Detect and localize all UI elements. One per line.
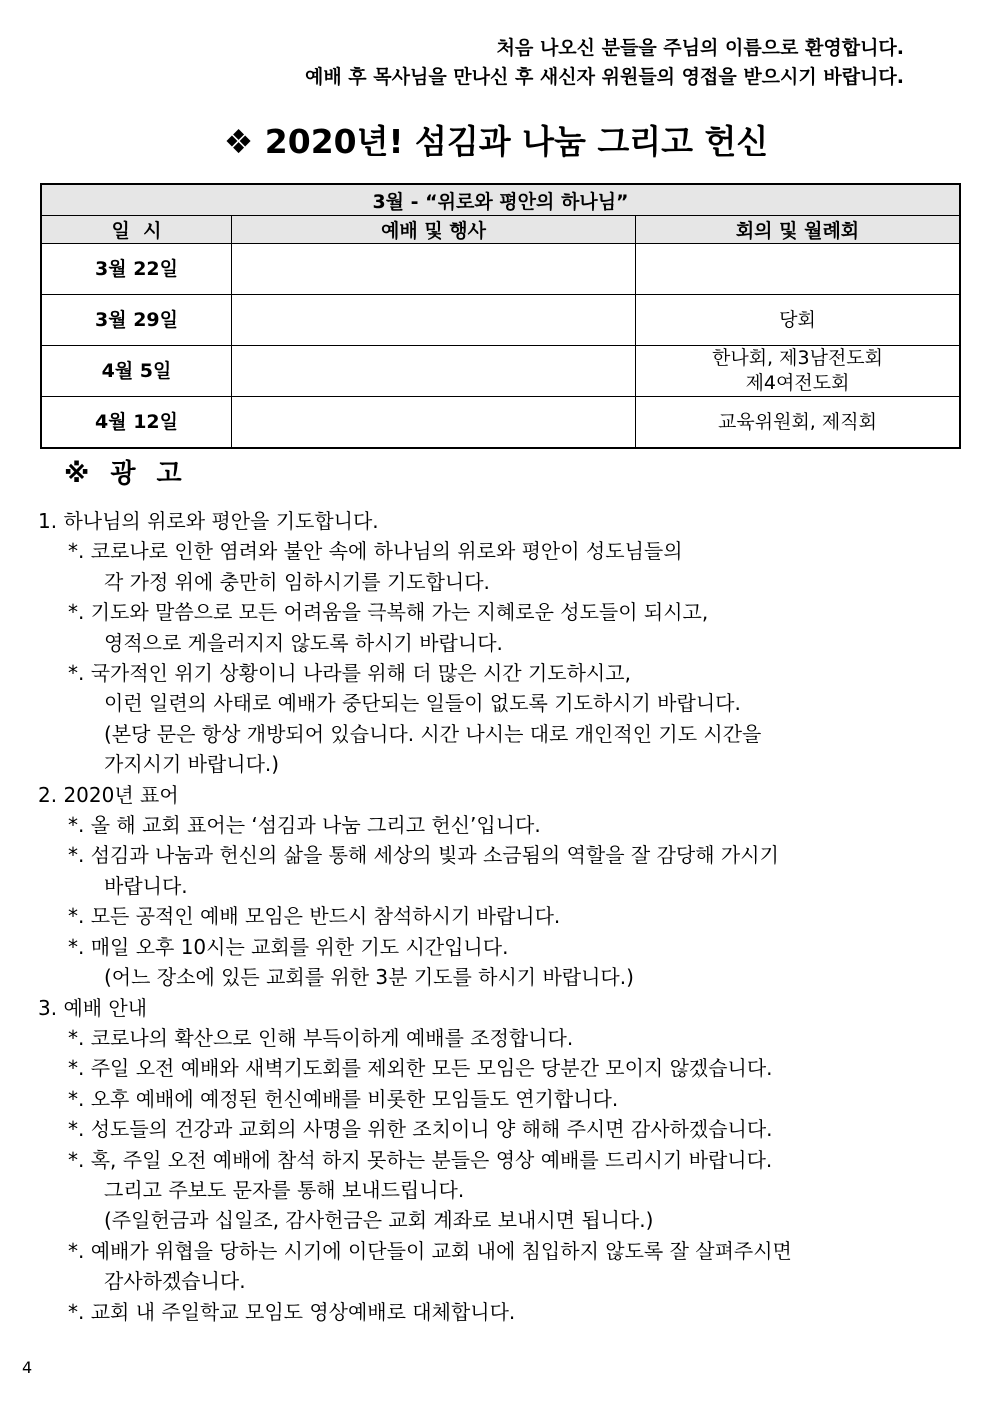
announcement-item: *. 기도와 말씀으로 모든 어려움을 극복해 가는 지혜로운 성도들이 되시고, 영적으로 게을러지지 않도록 하시기 바랍니다. — [68, 600, 709, 655]
announcement-item: *. 코로나로 인한 염려와 불안 속에 하나님의 위로와 평안이 성도님들의 각 가정 위에 충만히 임하시기를 기도합니다. — [68, 539, 683, 594]
announcement-note: (주일헌금과 십일조, 감사헌금은 교회 계좌로 보내시면 됩니다.) — [104, 1208, 654, 1233]
announcement-section-1 — [38, 506, 938, 780]
schedule-table — [40, 183, 961, 449]
schedule-service — [232, 346, 636, 397]
section-title: 3. 예배 안내 — [38, 995, 148, 1020]
schedule-meeting: 교육위원회, 제직회 — [636, 397, 961, 449]
page-title: ❖ 2020년! 섬김과 나눔 그리고 헌신 — [223, 122, 769, 161]
schedule-month-title: 3월 - “위로와 평안의 하나님” — [41, 184, 960, 216]
schedule-row — [41, 295, 960, 346]
announcement-item: *. 교회 내 주일학교 모임도 영상예배로 대체합니다. — [68, 1299, 516, 1324]
schedule-row — [41, 346, 960, 397]
schedule-row — [41, 397, 960, 449]
schedule-service — [232, 244, 636, 295]
schedule-header-row — [41, 216, 960, 244]
schedule-service — [232, 397, 636, 449]
announcement-item: *. 성도들의 건강과 교회의 사명을 위한 조치이니 양 해해 주시면 감사하겠습니다. — [68, 1117, 773, 1142]
announcements-body — [38, 506, 938, 1327]
section-title: 2. 2020년 표어 — [38, 782, 179, 807]
announcement-section-3 — [38, 993, 938, 1327]
welcome-message — [0, 34, 904, 92]
announcement-item: *. 코로나의 확산으로 인해 부득이하게 예배를 조정합니다. — [68, 1025, 574, 1050]
announcement-item: *. 혹, 주일 오전 예배에 참석 하지 못하는 분들은 영상 예배를 드리시기 바랍니다. 그리고 주보도 문자를 통해 보내드립니다. — [68, 1147, 773, 1202]
welcome-line-1: 처음 나오신 분들을 주님의 이름으로 환영합니다. — [496, 37, 904, 59]
header-service: 예배 및 행사 — [232, 216, 636, 244]
announcement-item: *. 섬김과 나눔과 헌신의 삶을 통해 세상의 빛과 소금됨의 역할을 잘 감당해 가시기 바랍니다. — [68, 843, 779, 898]
schedule-date: 4월 5일 — [41, 346, 232, 397]
announcement-item: *. 모든 공적인 예배 모임은 반드시 참석하시기 바랍니다. — [68, 904, 561, 929]
announcements-title: ※ 광 고 — [64, 459, 188, 489]
announcement-note: (본당 문은 항상 개방되어 있습니다. 시간 나시는 대로 개인적인 기도 시간을 가지시기 바랍니다.) — [104, 721, 762, 777]
schedule-meeting: 한나회, 제3남전도회 제4여전도회 — [636, 346, 961, 397]
schedule-meeting: 당회 — [636, 295, 961, 346]
announcement-section-2 — [38, 780, 938, 993]
schedule-month-row — [41, 184, 960, 216]
announcement-item: *. 국가적인 위기 상황이니 나라를 위해 더 많은 시간 기도하시고, 이런 일련의 사태로 예배가 중단되는 일들이 없도록 기도하시기 바랍니다. — [68, 661, 741, 716]
schedule-meeting — [636, 244, 961, 295]
announcement-item: *. 오후 예배에 예정된 헌신예배를 비롯한 모임들도 연기합니다. — [68, 1086, 619, 1111]
schedule-date: 3월 22일 — [41, 244, 232, 295]
header-meeting: 회의 및 월례회 — [636, 216, 961, 244]
section-title: 1. 하나님의 위로와 평안을 기도합니다. — [38, 509, 379, 533]
announcement-item: *. 주일 오전 예배와 새벽기도회를 제외한 모든 모임은 당분간 모이지 않겠습니다. — [68, 1056, 773, 1081]
schedule-row — [41, 244, 960, 295]
announcement-item: *. 매일 오후 10시는 교회를 위한 기도 시간입니다. — [68, 934, 509, 959]
announcement-note: (어느 장소에 있든 교회를 위한 3분 기도를 하시기 바랍니다.) — [104, 965, 634, 990]
schedule-date: 3월 29일 — [41, 295, 232, 346]
welcome-line-2: 예배 후 목사님을 만나신 후 새신자 위원들의 영접을 받으시기 바랍니다. — [304, 66, 904, 88]
page-number: 4 — [22, 1358, 33, 1377]
header-date: 일 시 — [41, 216, 232, 244]
schedule-service — [232, 295, 636, 346]
announcement-item: *. 올 해 교회 표어는 ‘섬김과 나눔 그리고 헌신’입니다. — [68, 813, 541, 838]
announcement-item: *. 예배가 위협을 당하는 시기에 이단들이 교회 내에 침입하지 않도록 잘 살펴주시면 감사하겠습니다. — [68, 1238, 792, 1294]
schedule-date: 4월 12일 — [41, 397, 232, 449]
